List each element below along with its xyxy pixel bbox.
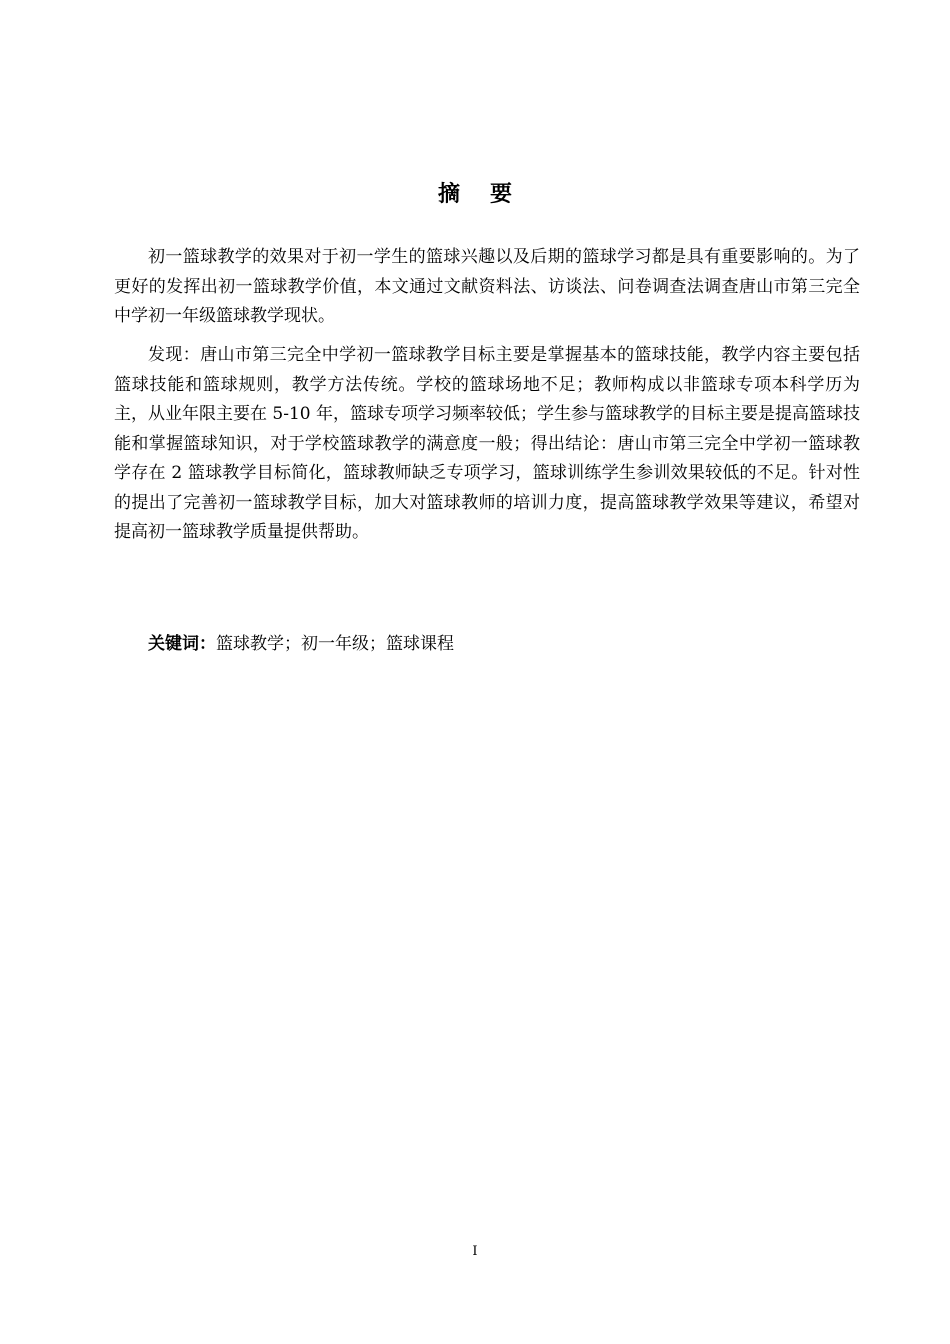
keywords-label: 关键词： (148, 634, 216, 654)
keywords-value: 篮球教学；初一年级；篮球课程 (216, 634, 454, 654)
abstract-title: 摘要 (437, 182, 542, 207)
abstract-paragraph: 发现：唐山市第三完全中学初一篮球教学目标主要是掌握基本的篮球技能，教学内容主要包括篮球技能和篮球规则，教学方法传统。学校的篮球场地不足；教师构成以非篮球专项本科学历为主，从业年限主要在 5-10 年，篮球专项学习频率较低；学生参与篮球教学的目标主要是提高篮球技能和掌握篮球知识，对于学校篮球教学的满意度一般；得出结论：唐山市第三完全中学初一篮球教学存在 2 篮球教学目标简化，篮球教师缺乏专项学习，篮球训练学生参训效果较低的不足。针对性的提出了完善初一篮球教学目标，加大对篮球教师的培训力度，提高篮球教学效果等建议，希望对提高初一篮球教学质量提供帮助。 (114, 345, 860, 542)
abstract-paragraph: 初一篮球教学的效果对于初一学生的篮球兴趣以及后期的篮球学习都是具有重要影响的。为了更好的发挥出初一篮球教学价值，本文通过文献资料法、访谈法、问卷调查法调查唐山市第三完全中学初一年级篮球教学现状。 (114, 247, 860, 326)
page-number: I (472, 1244, 478, 1259)
abstract-body-2 (114, 341, 860, 548)
abstract-body-1 (114, 243, 860, 332)
keywords-line (148, 630, 860, 659)
